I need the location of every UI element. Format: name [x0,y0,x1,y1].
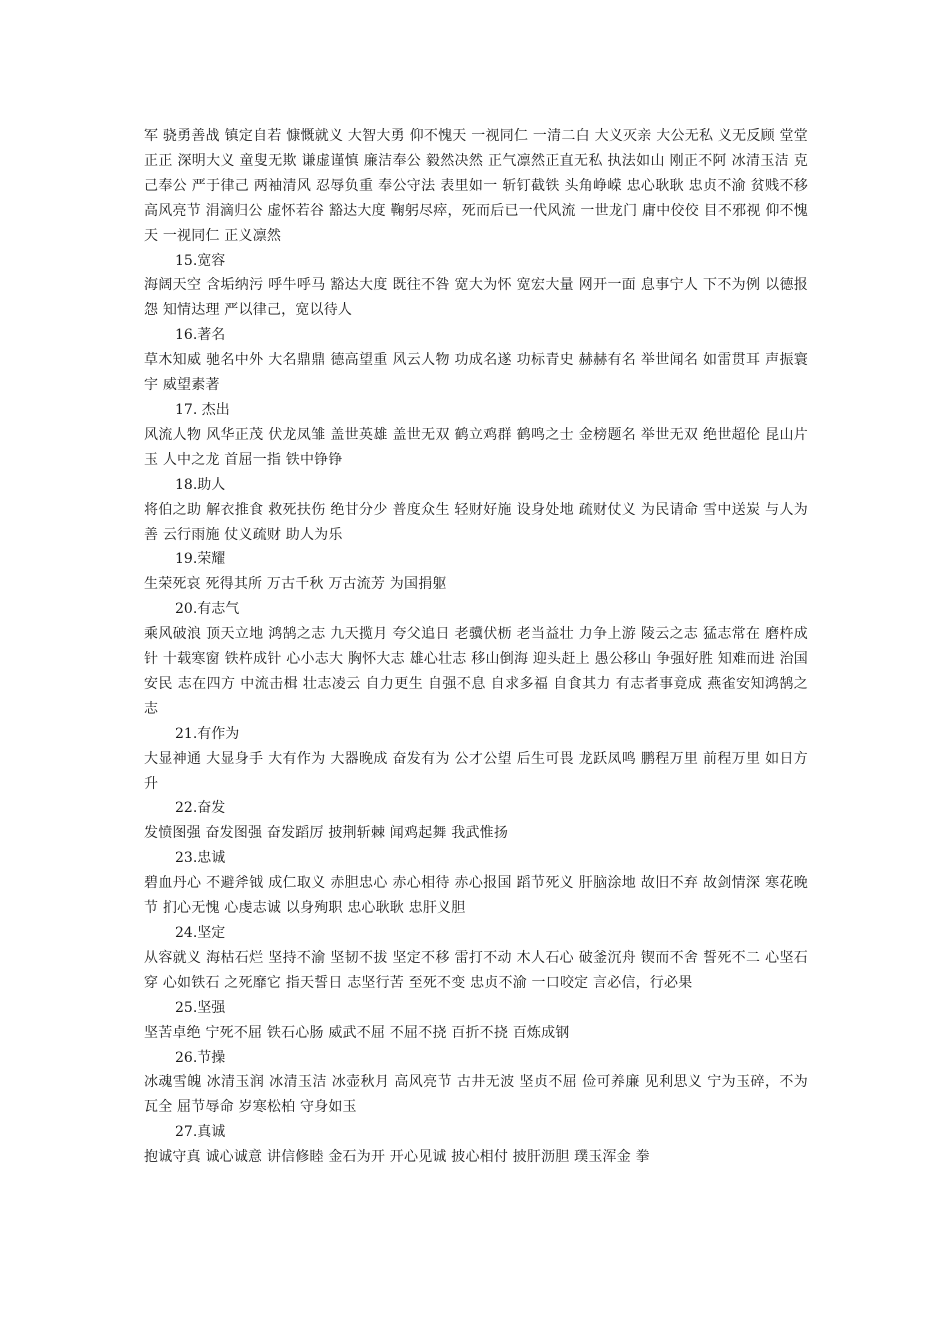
document-page [144,124,808,1170]
idiom-paragraph: 抱诚守真 诚心诚意 讲信修睦 金石为开 开心见诚 披心相付 披肝沥胆 璞玉浑金 拳 [144,1149,650,1166]
idiom-paragraph: 冰魂雪魄 冰清玉润 冰清玉洁 冰壶秋月 高风亮节 古井无波 坚贞不屈 俭可养廉 见利思义 宁为玉碎，不为瓦全 屈节辱命 岁寒松柏 守身如玉 [144,1074,808,1116]
idiom-paragraph: 乘风破浪 顶天立地 鸿鹄之志 九天揽月 夸父追日 老骥伏枥 老当益壮 力争上游 陵云之志 猛志常在 磨杵成针 十载寒窗 铁杵成针 心小志大 胸怀大志 雄心壮志 移山倒海 迎头赶上 愚公移山 争强好胜 知难而进 治国安民 志在四方 中流击楫 壮志凌云 自力更生 自强不息 自求多福 自食其力 有志者事竟成 燕雀安知鸿鹄之志 [144,626,808,717]
section-heading-18: 18.助人 [175,476,226,493]
idiom-paragraph: 风流人物 风华正茂 伏龙凤雏 盖世英雄 盖世无双 鹤立鸡群 鹤鸣之士 金榜题名 举世无双 绝世超伦 昆山片玉 人中之龙 首屈一指 铁中铮铮 [144,426,808,468]
section-heading-17: 17. 杰出 [175,401,230,418]
section-heading-16: 16.著名 [175,327,226,344]
idiom-paragraph: 发愤图强 奋发图强 奋发蹈厉 披荆斩棘 闻鸡起舞 我武惟扬 [144,825,509,842]
section-heading-22: 22.奋发 [175,800,226,817]
section-heading-21: 21.有作为 [175,725,240,742]
idiom-paragraph: 将伯之助 解衣推食 救死扶伤 绝甘分少 普度众生 轻财好施 设身处地 疏财仗义 为民请命 雪中送炭 与人为善 云行雨施 仗义疏财 助人为乐 [144,501,808,543]
section-heading-20: 20.有志气 [175,601,240,618]
section-heading-23: 23.忠诚 [175,850,226,867]
section-heading-27: 27.真诚 [175,1124,226,1141]
idiom-paragraph: 大显神通 大显身手 大有作为 大器晚成 奋发有为 公才公望 后生可畏 龙跃凤鸣 鹏程万里 前程万里 如日方升 [144,750,808,792]
section-heading-15: 15.宽容 [175,252,226,269]
idiom-paragraph: 军 骁勇善战 镇定自若 慷慨就义 大智大勇 仰不愧天 一视同仁 一清二白 大义灭亲 大公无私 义无反顾 堂堂正正 深明大义 童叟无欺 谦虚谨慎 廉洁奉公 毅然决然 正气凛然正直无私 执法如山 刚正不阿 冰清玉洁 克己奉公 严于律己 两袖清风 忍辱负重 奉公守法 表里如一 斩钉截铁 头角峥嵘 忠心耿耿 忠贞不渝 贫贱不移 高风亮节 涓滴归公 虚怀若谷 豁达大度 鞠躬尽瘁，死而后已一代风流 一世龙门 庸中佼佼 目不邪视 仰不愧天 一视同仁 正义凛然 [144,128,808,244]
idiom-paragraph: 坚苦卓绝 宁死不屈 铁石心肠 威武不屈 不屈不挠 百折不挠 百炼成钢 [144,1024,570,1041]
idiom-paragraph: 海阔天空 含垢纳污 呼牛呼马 豁达大度 既往不咎 宽大为怀 宽宏大量 网开一面 息事宁人 下不为例 以德报怨 知情达理 严以律己，宽以待人 [144,277,808,319]
section-heading-24: 24.坚定 [175,925,226,941]
idiom-paragraph: 碧血丹心 不避斧钺 成仁取义 赤胆忠心 赤心相待 赤心报国 蹈节死义 肝脑涂地 故旧不弃 故剑情深 寒花晚节 扪心无愧 心虔志诚 以身殉职 忠心耿耿 忠肝义胆 [144,875,808,917]
idiom-paragraph: 从容就义 海枯石烂 坚持不渝 坚韧不拔 坚定不移 雷打不动 木人石心 破釜沉舟 锲而不舍 誓死不二 心坚石穿 心如铁石 之死靡它 指天誓日 志坚行苦 至死不变 忠贞不渝 一口咬定 言必信，行必果 [144,949,808,991]
section-heading-19: 19.荣耀 [175,551,226,568]
section-heading-26: 26.节操 [175,1049,226,1066]
idiom-paragraph: 草木知威 驰名中外 大名鼎鼎 德高望重 风云人物 功成名遂 功标青史 赫赫有名 举世闻名 如雷贯耳 声振寰宇 威望素著 [144,352,808,394]
idiom-paragraph: 生荣死哀 死得其所 万古千秋 万古流芳 为国捐躯 [144,576,447,593]
section-heading-25: 25.坚强 [175,999,226,1016]
